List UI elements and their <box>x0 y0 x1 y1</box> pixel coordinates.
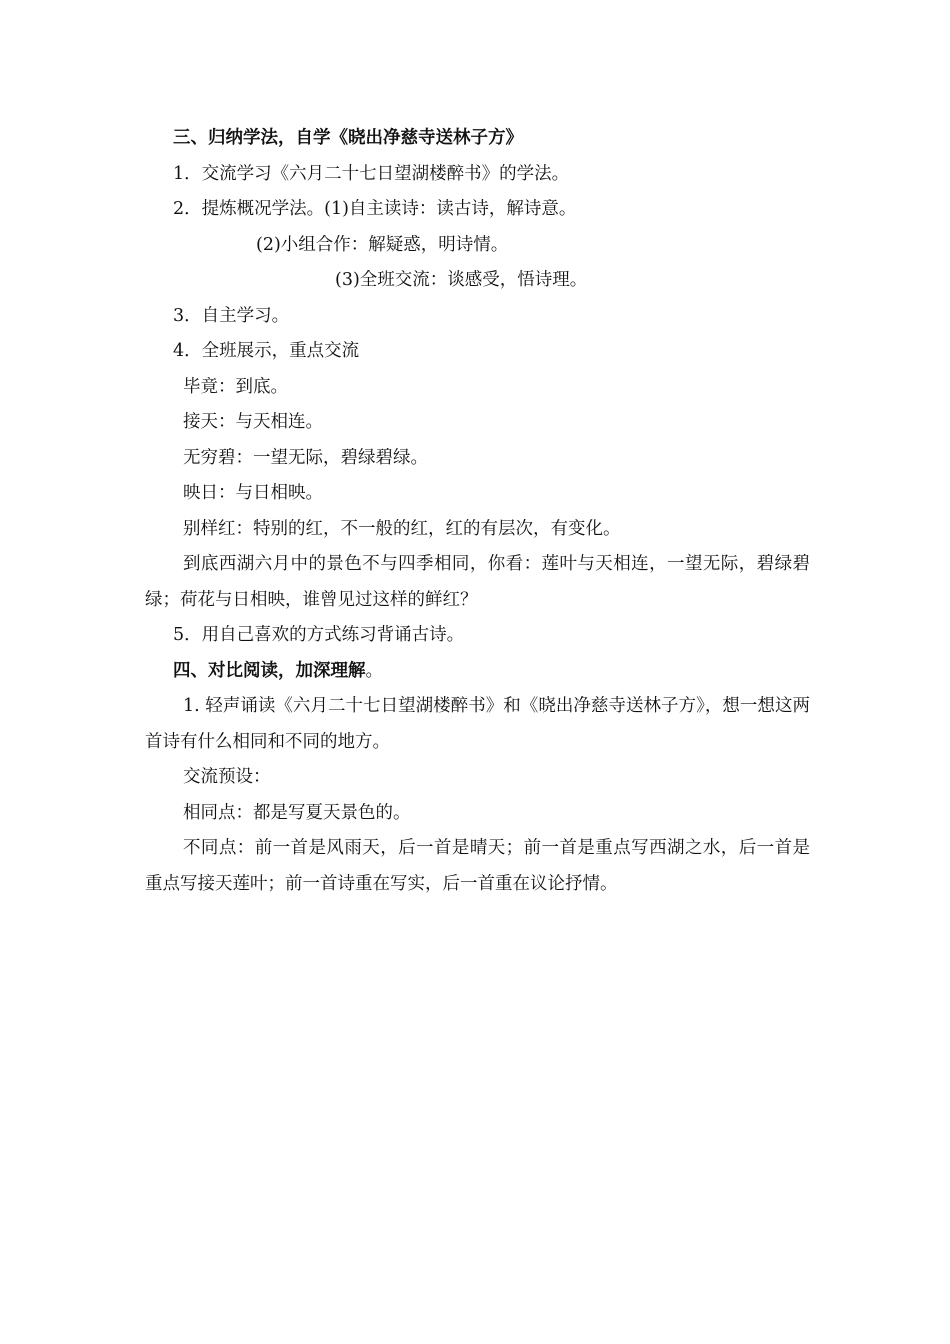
gloss-wuqiongbi: 无穷碧：一望无际，碧绿碧绿。 <box>183 447 428 468</box>
section4-diff: 不同点：前一首是风雨天，后一首是晴天；前一首是重点写西湖之水，后一首是重点写接天莲叶；前一首诗重在写实，后一首重在议论抒情。 <box>145 838 810 894</box>
section3-summary: 到底西湖六月中的景色不与四季相同，你看：莲叶与天相连，一望无际，碧绿碧绿；荷花与日相映，谁曾见过这样的鲜红？ <box>145 554 810 610</box>
section4-heading-text: 四、对比阅读，加深理解 <box>173 660 366 681</box>
section3-item2: 2．提炼概况学法。(1)自主读诗：读古诗，解诗意。 <box>173 199 577 219</box>
gloss-bieyanghong: 别样红：特别的红，不一般的红，红的有层次，有变化。 <box>183 518 621 539</box>
section4-item1: 1. 轻声诵读《六月二十七日望湖楼醉书》和《晓出净慈寺送林子方》，想一想这两首诗有什么相同和不同的地方。 <box>145 696 810 752</box>
gloss-bijing: 毕竟：到底。 <box>183 376 288 397</box>
section4-preset: 交流预设： <box>183 767 271 787</box>
document-page <box>145 121 810 902</box>
gloss-jietian: 接天：与天相连。 <box>183 412 323 432</box>
section4-heading <box>145 654 810 690</box>
section3-item2-sub3: (3)全班交流：谈感受，悟诗理。 <box>335 270 588 290</box>
section3-item2-sub2: (2)小组合作：解疑惑，明诗情。 <box>256 234 509 255</box>
section4-same: 相同点：都是写夏天景色的。 <box>183 802 411 823</box>
section4-heading-period: 。 <box>365 660 383 681</box>
section3-item1: 1．交流学习《六月二十七日望湖楼醉书》的学法。 <box>173 163 570 184</box>
section3-item4: 4．全班展示，重点交流 <box>173 341 360 361</box>
section3-item5: 5．用自己喜欢的方式练习背诵古诗。 <box>173 625 465 645</box>
section3-item3: 3．自主学习。 <box>173 305 290 326</box>
gloss-yingri: 映日：与日相映。 <box>183 483 323 503</box>
section3-heading: 三、归纳学法，自学《晓出净慈寺送林子方》 <box>173 128 523 148</box>
